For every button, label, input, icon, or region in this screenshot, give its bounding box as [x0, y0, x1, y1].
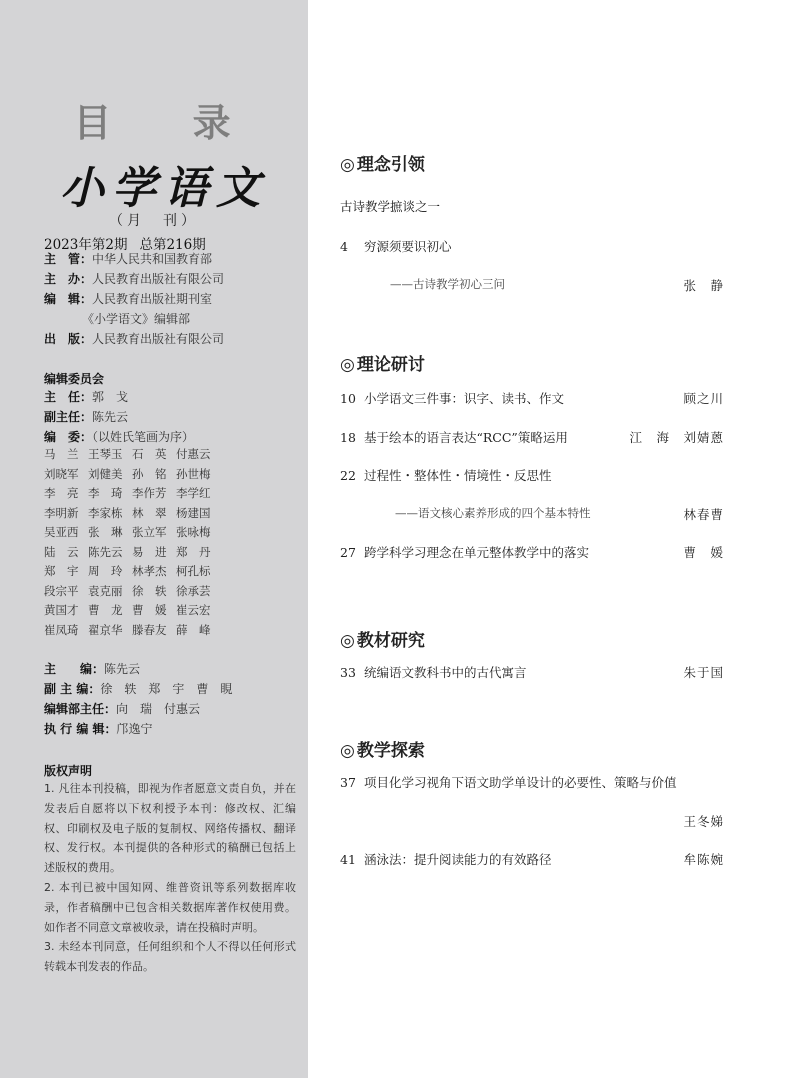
- section-heading: ◎ 理念引领: [340, 155, 425, 175]
- pub-row: 《小学语文》编辑部: [82, 312, 191, 326]
- member-row: 吴亚西 张 琳 张立军 张咏梅: [44, 525, 211, 539]
- member-row: 段宗平 袁克丽 徐 轶 徐承芸: [44, 583, 211, 598]
- toc-entry-author: 林春曹: [683, 507, 724, 522]
- editor-row: 主 编：陈先云: [44, 662, 141, 676]
- member-row: 李明新 李家栋 林 翠 杨建国: [44, 505, 211, 520]
- editor-row: 编辑部主任：向 瑞 付惠云: [44, 702, 201, 716]
- magazine-name: 小学语文: [60, 163, 268, 214]
- issue-number: 2023年第2期: [44, 237, 128, 253]
- publication-info: [44, 249, 224, 349]
- toc-entry[interactable]: 37 项目化学习视角下语文助学单设计的必要性、策略与价值: [340, 775, 677, 790]
- frequency-label: （月 刊）: [109, 213, 199, 229]
- toc-entry-subtitle: ——语文核心素养形成的四个基本特性: [395, 506, 591, 520]
- role-row: 编 委：（以姓氏笔画为序）: [44, 430, 195, 444]
- member-row: 李 亮 李 琦 李作芳 李学红: [44, 486, 211, 500]
- member-row: 马 兰 王琴玉 石 英 付惠云: [44, 447, 211, 461]
- section-heading: ◎ 理论研讨: [340, 355, 425, 375]
- committee-heading: 编辑委员会: [44, 372, 105, 386]
- toc-entry[interactable]: 33 统编语文教科书中的古代寓言 朱于国: [340, 665, 724, 680]
- copyright-notice: [44, 779, 296, 977]
- toc-entry[interactable]: 18 基于绘本的语言表达“RCC”策略运用 江 海 刘婧蒽: [340, 430, 724, 445]
- committee-roles: [44, 387, 194, 447]
- pub-row: 主 办：人民教育出版社有限公司: [44, 272, 225, 286]
- copyright-item: 3. 未经本刊同意，任何组织和个人不得以任何形式转载本刊发表的作品。: [44, 940, 296, 974]
- section-subheading: 古诗教学摭谈之一: [340, 199, 441, 214]
- toc-entry-author: 张 静: [683, 278, 724, 293]
- section-heading: ◎ 教学探索: [340, 741, 425, 761]
- copyright-heading: 版权声明: [44, 764, 93, 778]
- role-row: 副主任：陈先云: [44, 410, 129, 424]
- member-row: 郑 宇 周 玲 林孝杰 柯孔标: [44, 564, 211, 578]
- editors: [44, 659, 232, 739]
- toc-entry[interactable]: 4 穷源须要识初心: [340, 239, 452, 254]
- toc-entry[interactable]: 10 小学语文三件事：识字、读书、作文 顾之川: [340, 391, 724, 406]
- toc-entry-author: 王冬娣: [683, 814, 724, 829]
- pub-row: 出 版：人民教育出版社有限公司: [44, 332, 225, 346]
- section-heading: ◎ 教材研究: [340, 631, 425, 651]
- pub-row: 主 管：中华人民共和国教育部: [44, 252, 213, 266]
- toc-entry[interactable]: 41 涵泳法：提升阅读能力的有效路径 牟陈婉: [340, 852, 724, 867]
- member-row: 陆 云 陈先云 易 进 郑 丹: [44, 544, 211, 559]
- role-row: 主 任：郭 戈: [44, 390, 129, 404]
- total-issue-number: 总第216期: [139, 237, 206, 253]
- member-row: 崔凤琦 翟京华 滕春友 薛 峰: [44, 622, 211, 637]
- editor-row: 副 主 编：徐 轶 郑 宇 曹 睍: [44, 682, 233, 696]
- copyright-item: 1. 凡往本刊投稿，即视为作者愿意文责自负，并在发表后自愿将以下权利授予本刊：修改权、汇编权、印刷权及电子版的复制权、网络传播权、翻译权、发行权。本刊提供的各种形式的稿酬已包括上述版权的费用。: [44, 782, 296, 875]
- member-row: 刘晓军 刘健美 孙 铭 孙世梅: [44, 466, 211, 481]
- toc-entry[interactable]: 27 跨学科学习理念在单元整体教学中的落实 曹 媛: [340, 545, 724, 560]
- committee-members: [44, 446, 284, 641]
- copyright-item: 2. 本刊已被中国知网、维普资讯等系列数据库收录，作者稿酬中已包含相关数据库著作权使用费。如作者不同意文章被收录，请在投稿时声明。: [44, 880, 296, 934]
- toc-entry[interactable]: 22 过程性・整体性・情境性・反思性: [340, 468, 552, 483]
- contents-title: 目 录: [73, 100, 265, 145]
- member-row: 黄国才 曹 龙 曹 媛 崔云宏: [44, 603, 211, 617]
- pub-row: 编 辑：人民教育出版社期刊室: [44, 292, 213, 306]
- editor-row: 执 行 编 辑：邝逸宁: [44, 722, 153, 736]
- toc-entry-subtitle: ——古诗教学初心三问: [390, 277, 505, 291]
